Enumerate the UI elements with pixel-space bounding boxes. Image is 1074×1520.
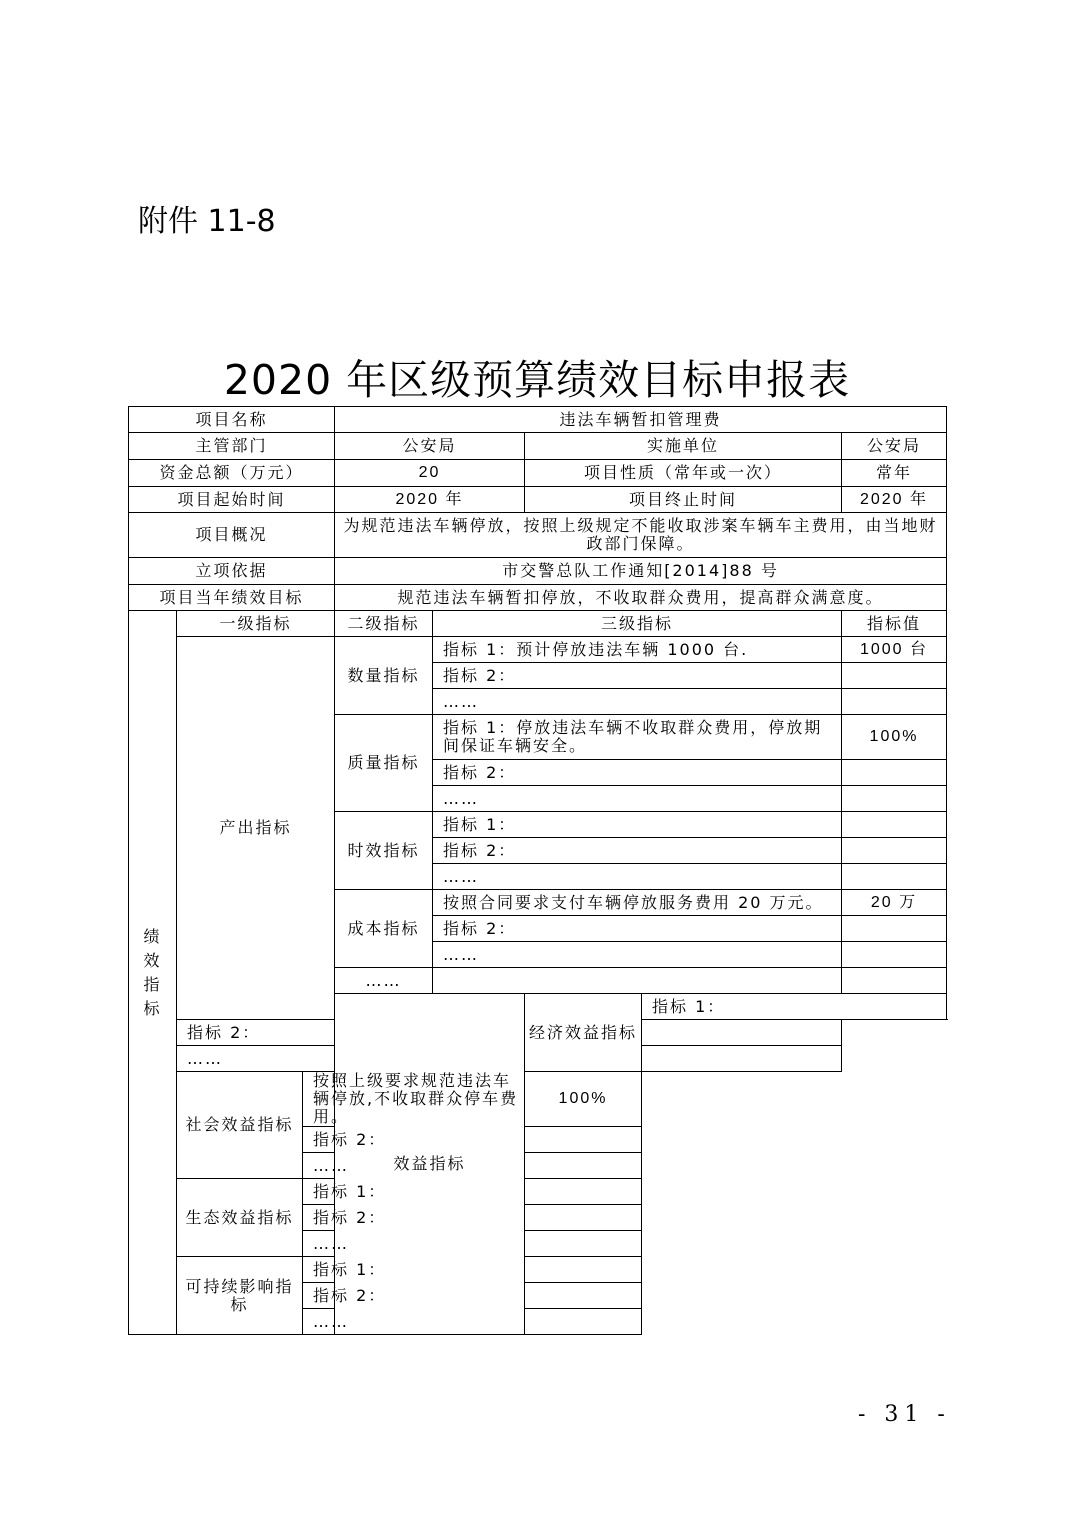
level3-text: 指标 1： [642,994,947,1020]
level2-label: 质量指标 [335,715,433,812]
level3-text: …… [433,864,842,890]
level3-text: 指标 1：预计停放违法车辆 1000 台. [433,637,842,663]
level3-text: 按照上级要求规范违法车辆停放,不收取群众停车费用。 [303,1072,525,1127]
col-value-header: 指标值 [842,611,947,637]
level3-text: …… [433,786,842,812]
indicator-value [525,1309,642,1335]
level3-text: 指标 1： [433,812,842,838]
indicator-value [642,1020,842,1046]
indicator-value [525,1179,642,1205]
indicator-value [842,916,947,942]
level3-text: 指标 2： [433,760,842,786]
indicator-value [842,689,947,715]
fund-label: 资金总额（万元） [129,460,335,487]
indicator-value-empty [842,968,947,994]
impl-value: 公安局 [842,433,947,460]
level2-label: 数量指标 [335,637,433,715]
indicator-value [525,1153,642,1179]
indicator-value [525,1127,642,1153]
indicator-value: 1000 台 [842,637,947,663]
dept-label: 主管部门 [129,433,335,460]
level3-text: 指标 1： [303,1257,525,1283]
indicator-value [842,942,947,968]
goal-value: 规范违法车辆暂扣停放，不收取群众费用，提高群众满意度。 [335,585,947,611]
level3-text: 指标 2： [303,1127,525,1153]
attachment-label: 附件 11-8 [138,204,276,239]
goal-label: 项目当年绩效目标 [129,585,335,611]
level2-label: 社会效益指标 [177,1072,303,1179]
indicator-value: 100% [842,715,947,760]
indicator-value [642,1046,842,1072]
level3-text: …… [303,1309,525,1335]
indicator-value [525,1205,642,1231]
start-label: 项目起始时间 [129,487,335,513]
dept-value: 公安局 [335,433,525,460]
performance-indicator-side-label: 绩效指标 [129,611,177,1335]
fund-value: 20 [335,460,525,487]
level3-text: …… [303,1153,525,1179]
level3-text: …… [303,1231,525,1257]
basis-label: 立项依据 [129,558,335,585]
end-value: 2020 年 [842,487,947,513]
impl-label: 实施单位 [525,433,842,460]
level3-text: 指标 2： [433,838,842,864]
performance-target-form [128,406,947,1335]
level2-label: 生态效益指标 [177,1179,303,1257]
level3-text: …… [433,942,842,968]
indicator-value [842,864,947,890]
level3-text: 指标 2： [177,1020,433,1046]
indicator-value [842,812,947,838]
level3-text: …… [433,689,842,715]
level2-label: 可持续影响指标 [177,1257,303,1335]
end-label: 项目终止时间 [525,487,842,513]
level3-text: 指标 1：停放违法车辆不收取群众费用，停放期间保证车辆安全。 [433,715,842,760]
overview-value: 为规范违法车辆停放，按照上级规定不能收取涉案车辆车主费用，由当地财政部门保障。 [335,513,947,558]
project-name-label: 项目名称 [129,407,335,433]
indicator-value [525,1257,642,1283]
form-title: 2020 年区级预算绩效目标申报表 [223,356,851,404]
level2-ellipsis: …… [335,968,433,994]
indicator-value [842,760,947,786]
indicator-value: 100% [525,1072,642,1127]
col-level3-header: 三级指标 [433,611,842,637]
level3-text: 指标 2： [433,916,842,942]
col-level2-header: 二级指标 [335,611,433,637]
col-level1-header: 一级指标 [177,611,335,637]
level2-label: 时效指标 [335,812,433,890]
level3-text: 指标 2： [433,663,842,689]
output-indicator-label: 产出指标 [177,637,335,1020]
level2-label: 成本指标 [335,890,433,968]
overview-label: 项目概况 [129,513,335,558]
indicator-value [842,663,947,689]
indicator-value [525,1283,642,1309]
level3-empty [433,968,842,994]
basis-value: 市交警总队工作通知[2014]88 号 [335,558,947,585]
indicator-value: 20 万 [842,890,947,916]
project-name-value: 违法车辆暂扣管理费 [335,407,947,433]
level3-text: …… [177,1046,433,1072]
indicator-value [842,786,947,812]
nature-value: 常年 [842,460,947,487]
level3-text: 指标 1： [303,1179,525,1205]
indicator-value [842,838,947,864]
start-value: 2020 年 [335,487,525,513]
level2-label: 经济效益指标 [525,994,642,1072]
level3-text: 指标 2： [303,1205,525,1231]
level3-text: 按照合同要求支付车辆停放服务费用 20 万元。 [433,890,842,916]
indicator-value [525,1231,642,1257]
benefit-indicator-label: 效益指标 [335,994,525,1335]
level3-text: 指标 2： [303,1283,525,1309]
page-number: - 31 - [858,1402,951,1427]
nature-label: 项目性质（常年或一次） [525,460,842,487]
